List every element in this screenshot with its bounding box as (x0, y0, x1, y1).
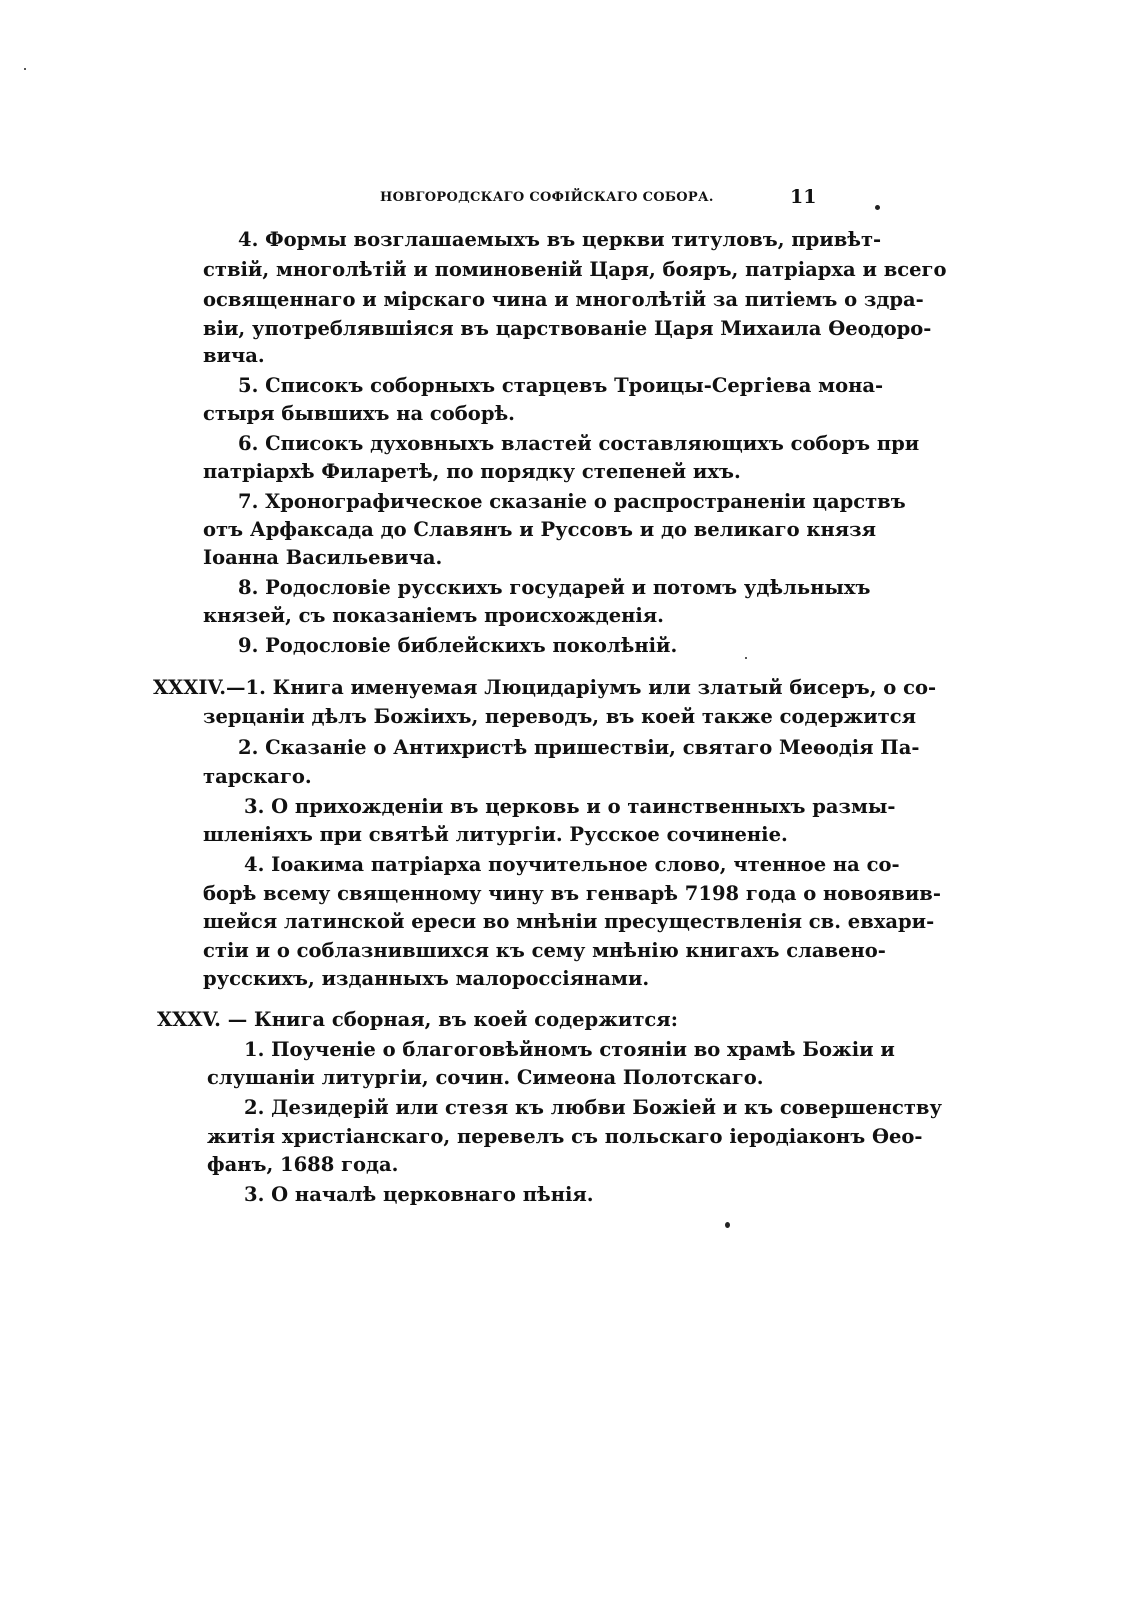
running-head: НОВГОРОДСКАГО СОФІЙСКАГО СОБОРА. (380, 190, 714, 205)
ink-speck (745, 657, 747, 659)
text-line: 1. Поученіе о благоговѣйномъ стояніи во храмѣ Божіи и (244, 1038, 895, 1061)
ink-speck (875, 205, 880, 210)
text-line: вича. (203, 344, 265, 367)
text-line: русскихъ, изданныхъ малороссіянами. (203, 967, 650, 990)
ink-speck (24, 68, 26, 70)
text-line: борѣ всему священному чину въ генварѣ 7198 года о новоявив- (203, 882, 941, 905)
page-number: 11 (790, 186, 817, 208)
text-line: житія христіанскаго, перевелъ съ польскаго іеродіаконъ Ѳео- (207, 1125, 923, 1148)
text-line: 3. О началѣ церковнаго пѣнія. (244, 1183, 594, 1206)
text-line: отъ Арфаксада до Славянъ и Руссовъ и до великаго князя (203, 518, 876, 541)
text-line: стыря бывшихъ на соборѣ. (203, 402, 515, 425)
text-line: XXXV. — Книга сборная, въ коей содержится: (157, 1008, 678, 1031)
text-line: освященнаго и мірскаго чина и многолѣтій за питіемъ о здра- (203, 288, 924, 311)
text-line: 9. Родословіе библейскихъ поколѣній. (238, 634, 678, 657)
text-line: шейся латинской ереси во мнѣніи пресуществленія св. евхари- (203, 910, 935, 933)
text-line: князей, съ показаніемъ происхожденія. (203, 604, 664, 627)
text-line: шленіяхъ при святѣй литургіи. Русское сочиненіе. (203, 823, 788, 846)
text-line: 7. Хронографическое сказаніе о распространеніи царствъ (238, 490, 906, 513)
text-line: стіи и о соблазнившихся къ сему мнѣнію книгахъ славено- (203, 939, 886, 962)
text-line: патріархѣ Филаретѣ, по порядку степеней ихъ. (203, 460, 741, 483)
text-line: 8. Родословіе русскихъ государей и потомъ удѣльныхъ (238, 576, 871, 599)
text-line: слушаніи литургіи, сочин. Симеона Полотскаго. (207, 1066, 764, 1089)
text-line: 6. Списокъ духовныхъ властей составляющихъ соборъ при (238, 432, 920, 455)
text-line: фанъ, 1688 года. (207, 1153, 399, 1176)
text-line: 3. О прихожденіи въ церковь и о таинственныхъ размы- (244, 795, 896, 818)
text-line: XXXIV.—1. Книга именуемая Люцидаріумъ или златый бисеръ, о со- (153, 676, 937, 699)
text-line: 4. Формы возглашаемыхъ въ церкви титуловъ, привѣт- (238, 228, 882, 251)
text-line: зерцаніи дѣлъ Божіихъ, переводъ, въ коей также содержится (203, 705, 917, 728)
text-line: 4. Іоакима патріарха поучительное слово, чтенное на со- (244, 853, 900, 876)
text-line: 2. Сказаніе о Антихристѣ пришествіи, святаго Меѳодія Па- (238, 736, 920, 759)
text-line: віи, употреблявшіяся въ царствованіе Царя Михаила Ѳеодоро- (203, 317, 932, 340)
text-line: Іоанна Васильевича. (203, 546, 443, 569)
text-line: ствій, многолѣтій и поминовеній Царя, бояръ, патріарха и всего (203, 258, 947, 281)
text-line: тарскаго. (203, 765, 312, 788)
text-line: 2. Дезидерій или стезя къ любви Божіей и къ совершенству (244, 1096, 942, 1119)
text-line: 5. Списокъ соборныхъ старцевъ Троицы-Сергіева мона- (238, 374, 884, 397)
ink-speck (725, 1222, 730, 1228)
